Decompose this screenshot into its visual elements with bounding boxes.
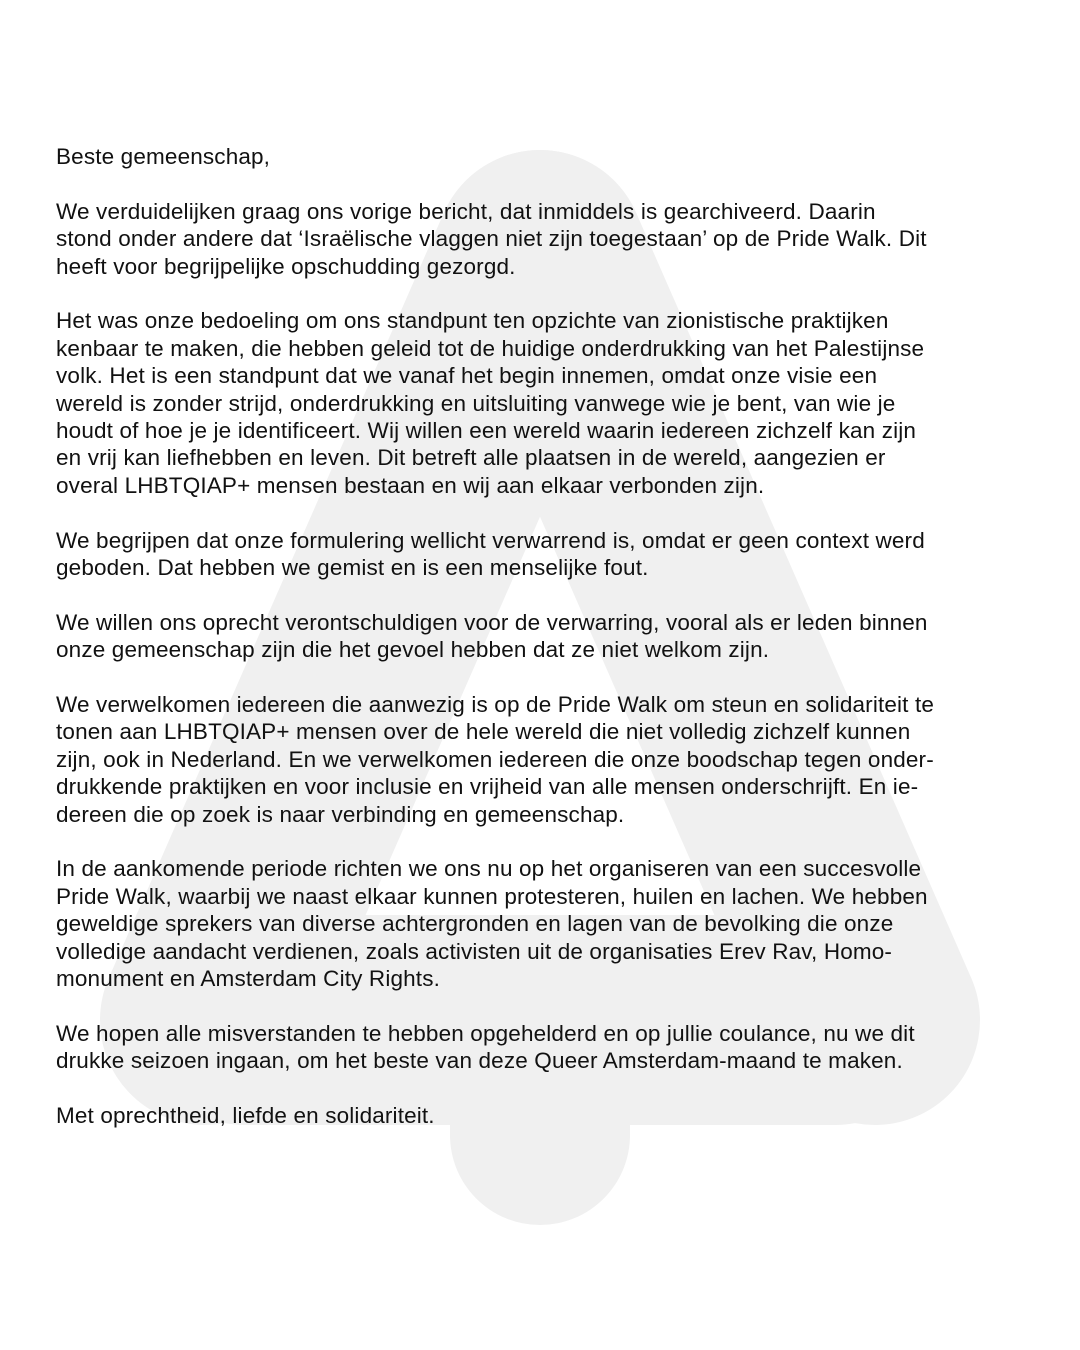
letter-paragraph: We willen ons oprecht verontschuldigen voor de verwarring, vooral als er leden binnen onze gemeenschap zijn die het gevoel hebben dat ze niet welkom zijn. (56, 609, 928, 663)
letter-paragraph: In de aankomende periode richten we ons nu op het organiseren van een succesvolle Pride Walk, waarbij we naast elkaar kunnen protesteren, huilen en lachen. We hebben geweldige sprekers van diverse achtergronden en lagen van de bevolking die onze volledige aandacht verdienen, zoals activisten uit de organisaties Erev Rav, Homo- monument en Amsterdam City Rights. (56, 856, 928, 992)
letter-paragraph: We begrijpen dat onze formulering wellicht verwarrend is, omdat er geen context werd geboden. Dat hebben we gemist en is een menselijke fout. (56, 527, 925, 581)
letter-body (56, 143, 1026, 1130)
letter-closing: Met oprechtheid, liefde en solidariteit. (56, 1103, 435, 1129)
letter-paragraph: We verwelkomen iedereen die aanwezig is op de Pride Walk om steun en solidariteit te tonen aan LHBTQIAP+ mensen over de hele wereld die niet volledig zichzelf kunnen zijn, ook in Nederland. En we verwelkomen iedereen die onze boodschap tegen onder- drukkende praktijken en voor inclusie en vrijheid van alle mensen onderschrijft. En ie- dereen die op zoek is naar verbinding en gemeenschap. (56, 692, 935, 827)
letter-greeting: Beste gemeenschap, (56, 144, 271, 169)
letter-paragraph: We hopen alle misverstanden te hebben opgehelderd en op jullie coulance, nu we dit drukke seizoen ingaan, om het beste van deze Queer Amsterdam-maand te maken. (56, 1020, 915, 1074)
letter-paragraph: Het was onze bedoeling om ons standpunt ten opzichte van zionistische praktijken kenbaar te maken, die hebben geleid tot de huidige onderdrukking van het Palestijnse volk. Het is een standpunt dat we vanaf het begin innemen, omdat onze visie een wereld is zonder strijd, onderdrukking en uitsluiting vanwege wie je bent, van wie je houdt of hoe je je identificeert. Wij willen een wereld waarin iedereen zichzelf kan zijn en vrij kan liefhebben en leven. Dit betreft alle plaatsen in de wereld, aangezien er overal LHBTQIAP+ mensen bestaan en wij aan elkaar verbonden zijn. (56, 308, 925, 498)
letter-paragraph: We verduidelijken graag ons vorige bericht, dat inmiddels is gearchiveerd. Daarin stond onder andere dat ‘Israëlische vlaggen niet zijn toegestaan’ op de Pride Walk. Dit heeft voor begrijpelijke opschudding gezorgd. (56, 198, 927, 279)
